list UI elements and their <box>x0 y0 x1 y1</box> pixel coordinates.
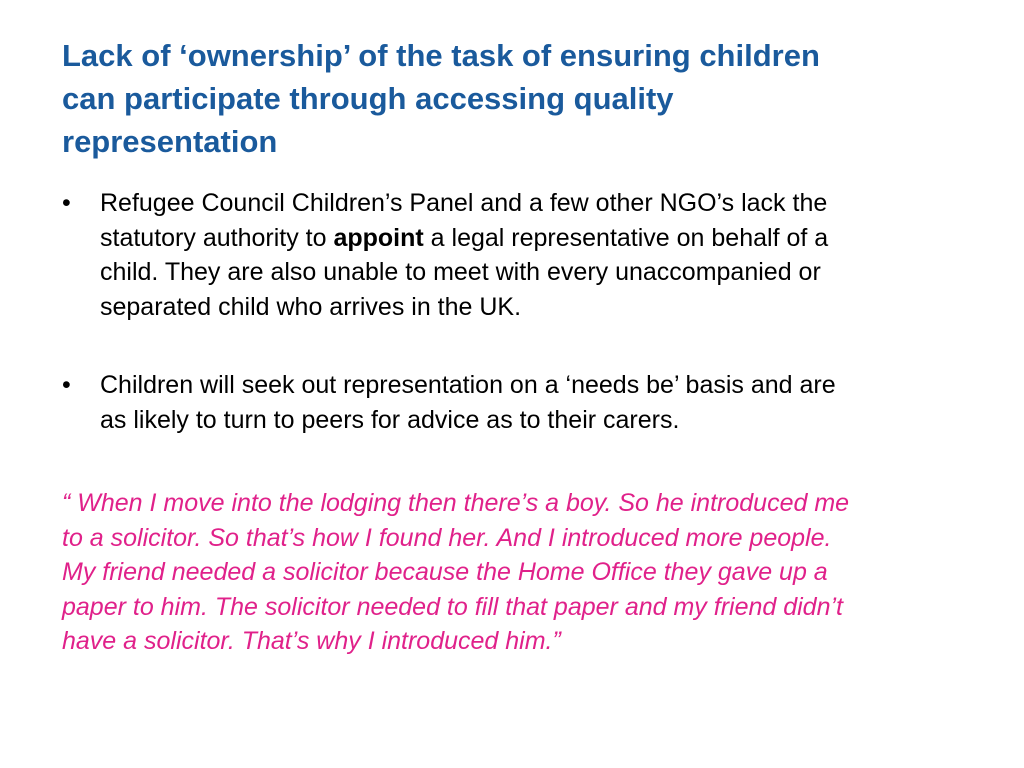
child-quote <box>62 486 1002 659</box>
quote-line: paper to him. The solicitor needed to fill that paper and my friend didn’t <box>62 592 843 621</box>
bullet-list <box>62 186 982 437</box>
quote-line: My friend needed a solicitor because the Home Office they gave up a <box>62 558 828 586</box>
bullet-marker: • <box>62 371 71 399</box>
bullet-item <box>62 368 982 437</box>
slide-title-line: Lack of ‘ownership’ of the task of ensuring children <box>62 38 820 73</box>
quote-line: have a solicitor. That’s why I introduced him.” <box>62 627 561 655</box>
bullet-marker: • <box>62 189 71 217</box>
slide-title <box>62 34 962 163</box>
bullet-text-line: Children will seek out representation on a ‘needs be’ basis and are <box>100 371 836 399</box>
emphasis-appoint: appoint <box>333 223 424 252</box>
bullet-text-line: Refugee Council Children’s Panel and a few other NGO’s lack the <box>100 189 828 217</box>
bullet-text-line: as likely to turn to peers for advice as to their carers. <box>100 405 680 434</box>
bullet-text-segment: statutory authority to <box>100 223 334 252</box>
slide-title-line: can participate through accessing quality <box>62 81 674 116</box>
bullet-item <box>62 186 982 324</box>
quote-line: “ When I move into the lodging then there’s a boy. So he introduced me <box>62 489 850 517</box>
bullet-text-line: child. They are also unable to meet with every unaccompanied or <box>100 258 821 286</box>
bullet-text-line <box>100 221 982 256</box>
quote-line: to a solicitor. So that’s how I found her. And I introduced more people. <box>62 523 832 552</box>
bullet-text-line: separated child who arrives in the UK. <box>100 292 522 321</box>
slide-title-line: representation <box>62 124 278 159</box>
bullet-text-segment: a legal representative on behalf of a <box>423 223 829 252</box>
